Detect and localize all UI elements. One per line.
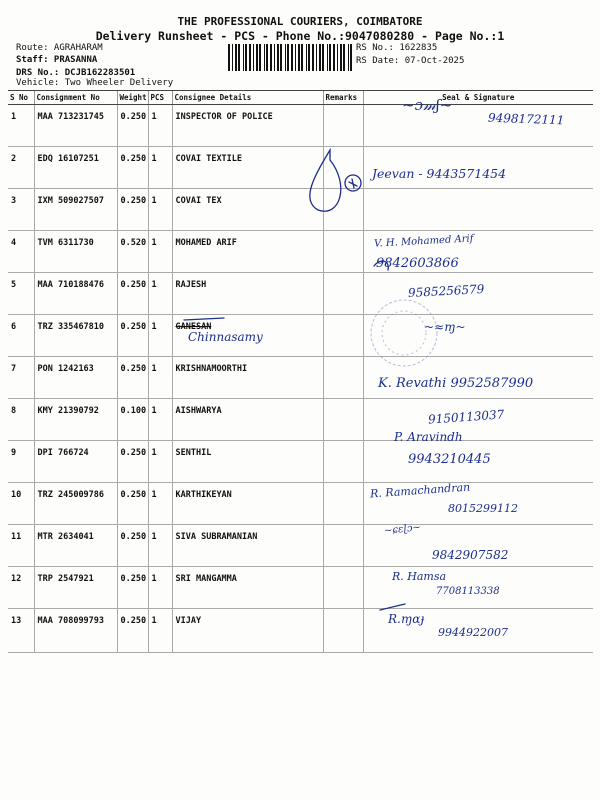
col-consignment: Consignment No [34,91,117,105]
cell-weight: 0.250 [117,147,148,189]
drs-number: DRS No.: DCJB162283501 [16,68,136,78]
handwriting-r8a: K. Revathi 9952587990 [378,376,534,391]
rs-number: RS No.: 1622835 [356,43,438,53]
cell-consignee: MOHAMED ARIF [172,231,323,273]
cell-weight: 0.250 [117,609,148,653]
cell-consignee: INSPECTOR OF POLICE [172,105,323,147]
cell-sno: 9 [8,441,34,483]
handwriting-r8b: 9150113037 [427,407,505,427]
cell-sno: 2 [8,147,34,189]
cell-weight: 0.250 [117,273,148,315]
cell-consignee: RAJESH [172,273,323,315]
company-title: THE PROFESSIONAL COURIERS, COIMBATORE [177,15,423,28]
handwriting-r12b: 7708113338 [436,586,500,597]
cell-consignee: AISHWARYA [172,399,323,441]
cell-consignment: MTR 2634041 [34,525,117,567]
route-label: Route: AGRAHARAM [16,43,103,53]
col-pcs: PCS [148,91,172,105]
signature-11: ~ɕɛɭɔ~ [383,522,422,537]
signature-6: ~≈ɱ~ [424,320,466,334]
cell-weight: 0.250 [117,315,148,357]
cell-pcs: 1 [148,441,172,483]
handwriting-r1: 9498172111 [487,110,565,128]
cell-consignment: DPI 766724 [34,441,117,483]
cell-weight: 0.250 [117,105,148,147]
cell-consignment: TRZ 245009786 [34,483,117,525]
cell-sno: 11 [8,525,34,567]
cell-sno: 6 [8,315,34,357]
col-weight: Weight [117,91,148,105]
handwriting-r5: 9585256579 [407,282,485,300]
cell-sno: 5 [8,273,34,315]
cell-consignee: GANESAN [172,315,323,357]
cell-pcs: 1 [148,273,172,315]
cell-consignee: SIVA SUBRAMANIAN [172,525,323,567]
signature-1: ~ɔ𝓂ʃ~ [402,96,453,114]
vehicle-label: Vehicle: Two Wheeler Delivery [16,78,174,88]
cell-consignment: MAA 713231745 [34,105,117,147]
cell-sno: 4 [8,231,34,273]
cell-consignee: KRISHNAMOORTHI [172,357,323,399]
cell-sno: 7 [8,357,34,399]
handwriting-r12a: R. Hamsa [392,570,447,583]
handwriting-r4b: 9842603866 [376,256,459,271]
cell-weight: 0.250 [117,357,148,399]
cell-pcs: 1 [148,525,172,567]
handwriting-r9a: P. Aravindh [394,430,463,444]
cell-consignment: KMY 21390792 [34,399,117,441]
cell-weight: 0.250 [117,441,148,483]
handwriting-r10a: R. Ramachandran [369,480,471,501]
cell-pcs: 1 [148,483,172,525]
cell-pcs: 1 [148,147,172,189]
cell-pcs: 1 [148,105,172,147]
staff-label: Staff: PRASANNA [16,55,98,65]
rs-date: RS Date: 07-Oct-2025 [356,56,465,66]
col-signature: Seal & Signature [363,91,593,105]
handwriting-r6: Chinnasamy [188,330,263,344]
cell-consignment: TVM 6311730 [34,231,117,273]
runsheet-subtitle: Delivery Runsheet - PCS - Phone No.:9047080280 - Page No.:1 [95,29,505,43]
cell-consignment: IXM 509027507 [34,189,117,231]
handwriting-r10b: 8015299112 [448,502,518,515]
cell-pcs: 1 [148,315,172,357]
cell-weight: 0.250 [117,483,148,525]
col-sno: S No [8,91,34,105]
handwriting-r4a: V. H. Mohamed Arif [373,233,474,250]
handwriting-r2: Jeevan - 9443571454 [372,166,507,181]
cell-consignee: SRI MANGAMMA [172,567,323,609]
cell-sno: 12 [8,567,34,609]
cell-weight: 0.250 [117,525,148,567]
cell-pcs: 1 [148,567,172,609]
cell-consignment: TRZ 335467810 [34,315,117,357]
cell-pcs: 1 [148,399,172,441]
cell-consignment: MAA 710188476 [34,273,117,315]
col-remarks: Remarks [323,91,363,105]
cell-sno: 1 [8,105,34,147]
cell-consignee: COVAI TEX [172,189,323,231]
cell-weight: 0.100 [117,399,148,441]
cell-weight: 0.250 [117,189,148,231]
cell-weight: 0.520 [117,231,148,273]
cell-sno: 10 [8,483,34,525]
cell-pcs: 1 [148,609,172,653]
cell-consignment: EDQ 16107251 [34,147,117,189]
cell-sno: 13 [8,609,34,653]
col-consignee: Consignee Details [172,91,323,105]
cell-weight: 0.250 [117,567,148,609]
cell-consignee: VIJAY [172,609,323,653]
handwriting-r11: 9842907582 [432,548,509,562]
cell-sno: 3 [8,189,34,231]
cell-pcs: 1 [148,357,172,399]
cell-consignment: TRP 2547921 [34,567,117,609]
cell-pcs: 1 [148,189,172,231]
signature-13: R.ɱɑɟ [388,612,425,626]
handwriting-r9b: 9943210445 [408,452,491,467]
cell-consignment: MAA 708099793 [34,609,117,653]
cell-consignee: COVAI TEXTILE [172,147,323,189]
cell-consignment: PON 1242163 [34,357,117,399]
handwriting-r13: 9944922007 [438,626,508,639]
cell-pcs: 1 [148,231,172,273]
cell-consignee: SENTHIL [172,441,323,483]
cell-consignee: KARTHIKEYAN [172,483,323,525]
cell-sno: 8 [8,399,34,441]
